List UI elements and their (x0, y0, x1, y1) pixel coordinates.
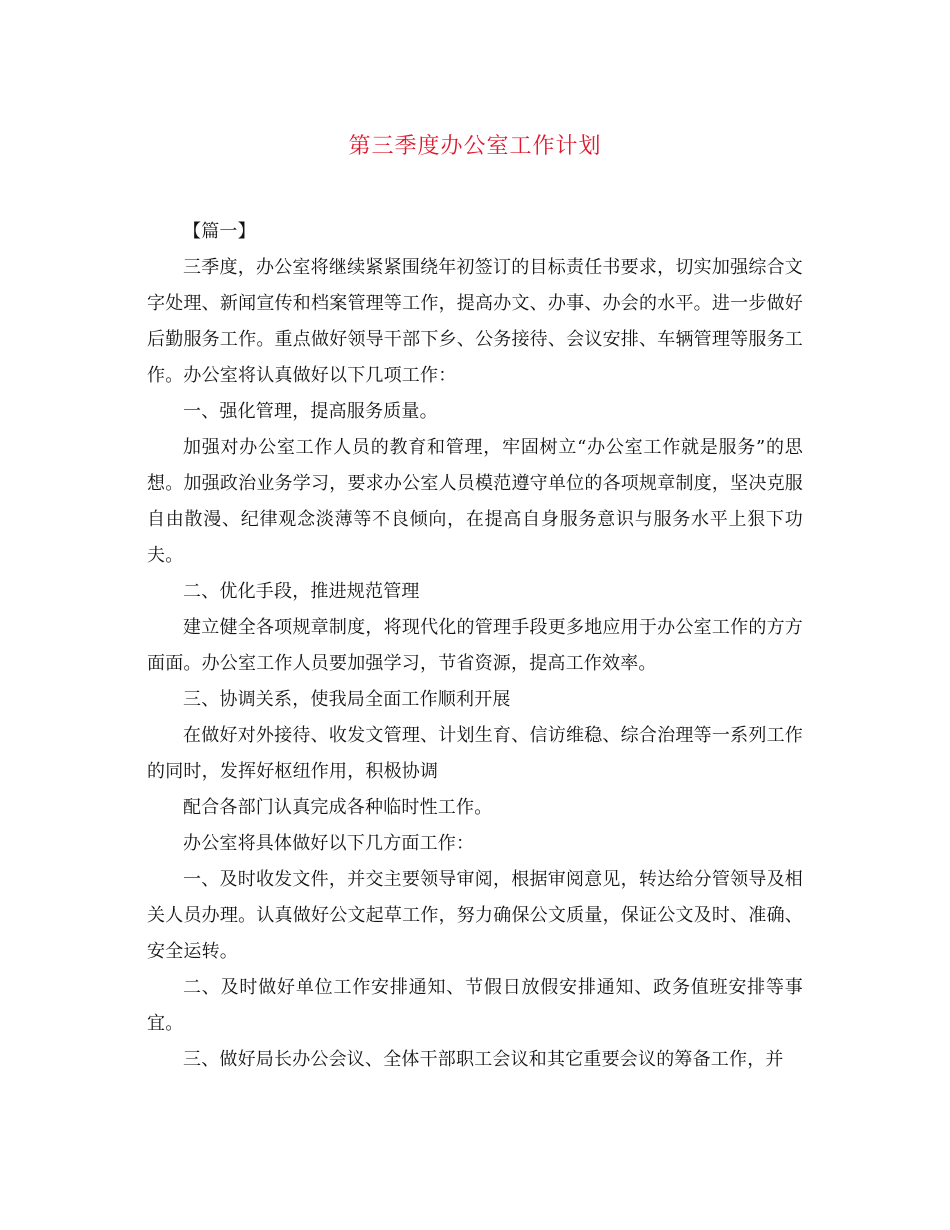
item-paragraph-3a: 在做好对外接待、收发文管理、计划生育、信访维稳、综合治理等一系列工作的同时，发挥好枢纽作用，积极协调 (147, 725, 803, 782)
item-heading-1: 一、强化管理，提高服务质量。 (183, 401, 438, 422)
document-title: 第三季度办公室工作计划 (348, 134, 602, 159)
intro-paragraph: 三季度，办公室将继续紧紧围绕年初签订的目标责任书要求，切实加强综合文字处理、新闻宣传和档案管理等工作，提高办文、办事、办会的水平。进一步做好后勤服务工作。重点做好领导干部下乡、公务接待、会议安排、车辆管理等服务工作。办公室将认真做好以下几项工作： (147, 257, 803, 386)
specific-item-1: 一、及时收发文件，并交主要领导审阅，根据审阅意见，转达给分管领导及相关人员办理。认真做好公文起草工作，努力确保公文质量，保证公文及时、准确、安全运转。 (147, 869, 803, 962)
item-paragraph-1: 加强对办公室工作人员的教育和管理，牢固树立“办公室工作就是服务”的思想。加强政治业务学习，要求办公室人员模范遵守单位的各项规章制度，坚决克服自由散漫、纪律观念淡薄等不良倾向，在提高自身服务意识与服务水平上狠下功夫。 (147, 437, 803, 566)
section-heading-part-one: 【篇一】 (183, 221, 256, 242)
item-heading-3: 三、协调关系，使我局全面工作顺利开展 (183, 689, 511, 710)
specific-item-2: 二、及时做好单位工作安排通知、节假日放假安排通知、政务值班安排等事宜。 (147, 977, 803, 1034)
item-paragraph-3b: 配合各部门认真完成各种临时性工作。 (183, 797, 493, 818)
specific-work-intro: 办公室将具体做好以下几方面工作： (183, 833, 475, 854)
item-heading-2: 二、优化手段，推进规范管理 (183, 581, 420, 602)
specific-item-3: 三、做好局长办公会议、全体干部职工会议和其它重要会议的筹备工作，并 (183, 1049, 784, 1070)
item-paragraph-2: 建立健全各项规章制度，将现代化的管理手段更多地应用于办公室工作的方方面面。办公室工作人员要加强学习，节省资源，提高工作效率。 (147, 617, 803, 674)
document-body (147, 214, 803, 1078)
